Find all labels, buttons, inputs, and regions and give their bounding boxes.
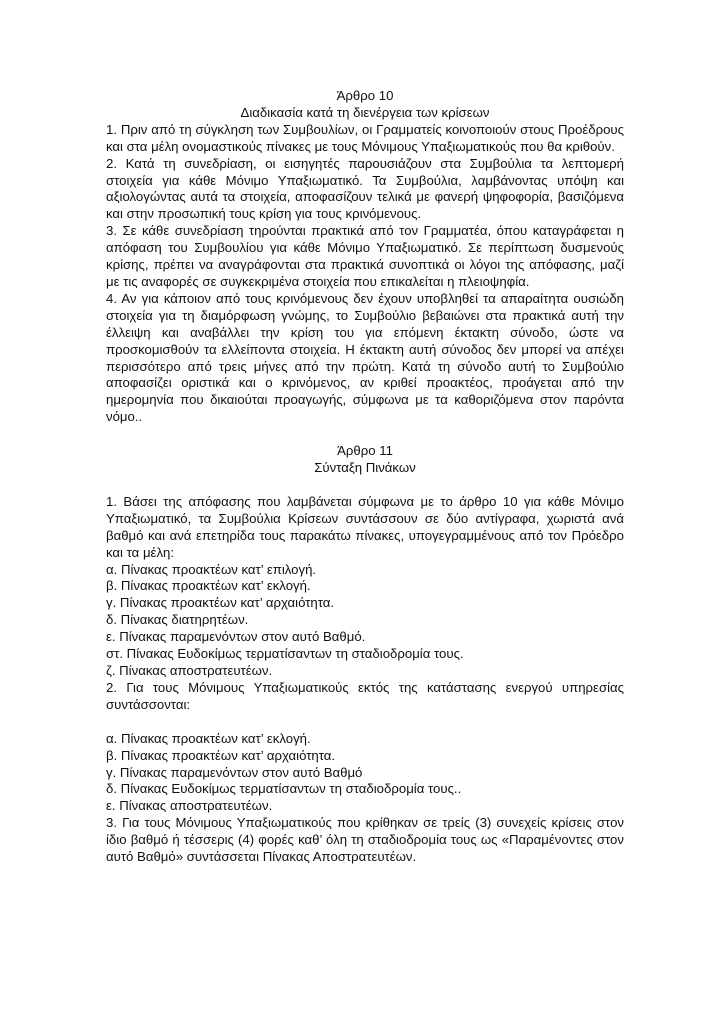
list-item: στ. Πίνακας Ευδοκίμως τερματίσαντων τη σταδιοδρομία τους. <box>106 646 464 662</box>
list-item: δ. Πίνακας Ευδοκίμως τερματίσαντων τη σταδιοδρομία τους.. <box>106 781 462 797</box>
list-item: β. Πίνακας προακτέων κατ’ εκλογή. <box>106 578 311 594</box>
article-11-subtitle: Σύνταξη Πινάκων <box>314 460 416 476</box>
article-11-paragraph-2: 2. Για τους Μόνιμους Υπαξιωματικούς εκτός της κατάστασης ενεργού υπηρεσίας συντάσσονται: <box>106 679 624 712</box>
list-item: γ. Πίνακας προακτέων κατ’ αρχαιότητα. <box>106 595 335 611</box>
list-item: ε. Πίνακας αποστρατευτέων. <box>106 798 273 814</box>
article-10-paragraph-3: 3. Σε κάθε συνεδρίαση τηρούνται πρακτικά από τον Γραμματέα, όπου καταγράφεται η απόφαση του Συμβουλίου για κάθε Μόνιμο Υπαξιωματικό. Σε περίπτωση δυσμενούς κρίσης, πρέπει να αναγράφονται στα πρακτικά συνοπτικά οι λόγοι της απόφασης, μαζί με τις αναφορές σε συγκεκριμένα στοιχεία που επικαλείται η πλειοψηφία. <box>106 223 624 289</box>
list-item: δ. Πίνακας διατηρητέων. <box>106 612 249 628</box>
article-10-paragraph-2: 2. Κατά τη συνεδρίαση, οι εισηγητές παρουσιάζουν στα Συμβούλια τα λεπτομερή στοιχεία για κάθε Μόνιμο Υπαξιωματικό. Τα Συμβούλια, λαμβάνοντας υπόψη και αξιολογώντας αυτά τα στοιχεία, αποφασίζουν τελικά με φανερή ψηφοφορία, βασιζόμενα και στην προσωπική τους κρίση για τους κρινόμενους. <box>106 155 624 222</box>
list-item: γ. Πίνακας παραμενόντων στον αυτό Βαθμό <box>106 764 363 780</box>
article-10-paragraph-4: 4. Αν για κάποιον από τους κρινόμενους δεν έχουν υποβληθεί τα απαραίτητα ουσιώδη στοιχεία για τη διαμόρφωση γνώμης, το Συμβούλιο βεβαιώνει στα πρακτικά αυτή την έλλειψη και αναβάλλει την κρίση του για επόμενη έκτακτη σύνοδο, ώστε να προσκομισθούν τα ελλείποντα στοιχεία. Η έκτακτη αυτή σύνοδος δεν μπορεί να απέχει περισσότερο από τρεις μήνες από την πρώτη. Κατά τη σύνοδο αυτή το Συμβούλιο αποφασίζει οριστικά και ο κρινόμενος, αν κριθεί προακτέος, προάγεται από την ημερομηνία που δικαιούται προαγωγής, σύμφωνα με τα καθοριζόμενα στον παρόντα νόμο.. <box>106 290 624 425</box>
article-10-title: Άρθρο 10 <box>336 88 394 103</box>
list-item: α. Πίνακας προακτέων κατ’ εκλογή. <box>106 730 311 746</box>
spacer <box>106 426 624 443</box>
article-11-paragraph-1: 1. Βάσει της απόφασης που λαμβάνεται σύμφωνα με το άρθρο 10 για κάθε Μόνιμο Υπαξιωματικό, τα Συμβούλια Κρίσεων συντάσσουν σε δύο αντίγραφα, χωριστά ανά βαθμό και ανά επετηρίδα τους παρακάτω πίνακες, υπογεγραμμένους από τον Πρόεδρο και τα μέλη: <box>106 493 624 560</box>
article-11-title: Άρθρο 11 <box>337 443 393 459</box>
list-item: α. Πίνακας προακτέων κατ’ επιλογή. <box>106 561 317 577</box>
list-item: ζ. Πίνακας αποστρατευτέων. <box>106 663 273 678</box>
spacer <box>106 714 624 731</box>
article-10-subtitle: Διαδικασία κατά τη διενέργεια των κρίσεων <box>240 104 490 120</box>
article-10-paragraph-1: 1. Πριν από τη σύγκληση των Συμβουλίων, οι Γραμματείς κοινοποιούν στους Προέδρους και στα μέλη ονομαστικούς πίνακες με τους Μόνιμους Υπαξιωματικούς που θα κριθούν. <box>106 121 624 154</box>
spacer <box>106 477 624 494</box>
list-item: β. Πίνακας προακτέων κατ’ αρχαιότητα. <box>106 747 336 763</box>
article-11-paragraph-3: 3. Για τους Μόνιμους Υπαξιωματικούς που κρίθηκαν σε τρείς (3) συνεχείς κρίσεις στον ίδιο βαθμό ή τέσσερις (4) φορές καθ’ όλη τη σταδιοδρομία τους ως «Παραμένοντες στον αυτό Βαθμό» συντάσσεται Πίνακας Αποστρατευτέων. <box>106 815 624 865</box>
list-item: ε. Πίνακας παραμενόντων στον αυτό Βαθμό. <box>106 629 366 645</box>
document-page <box>106 88 624 866</box>
